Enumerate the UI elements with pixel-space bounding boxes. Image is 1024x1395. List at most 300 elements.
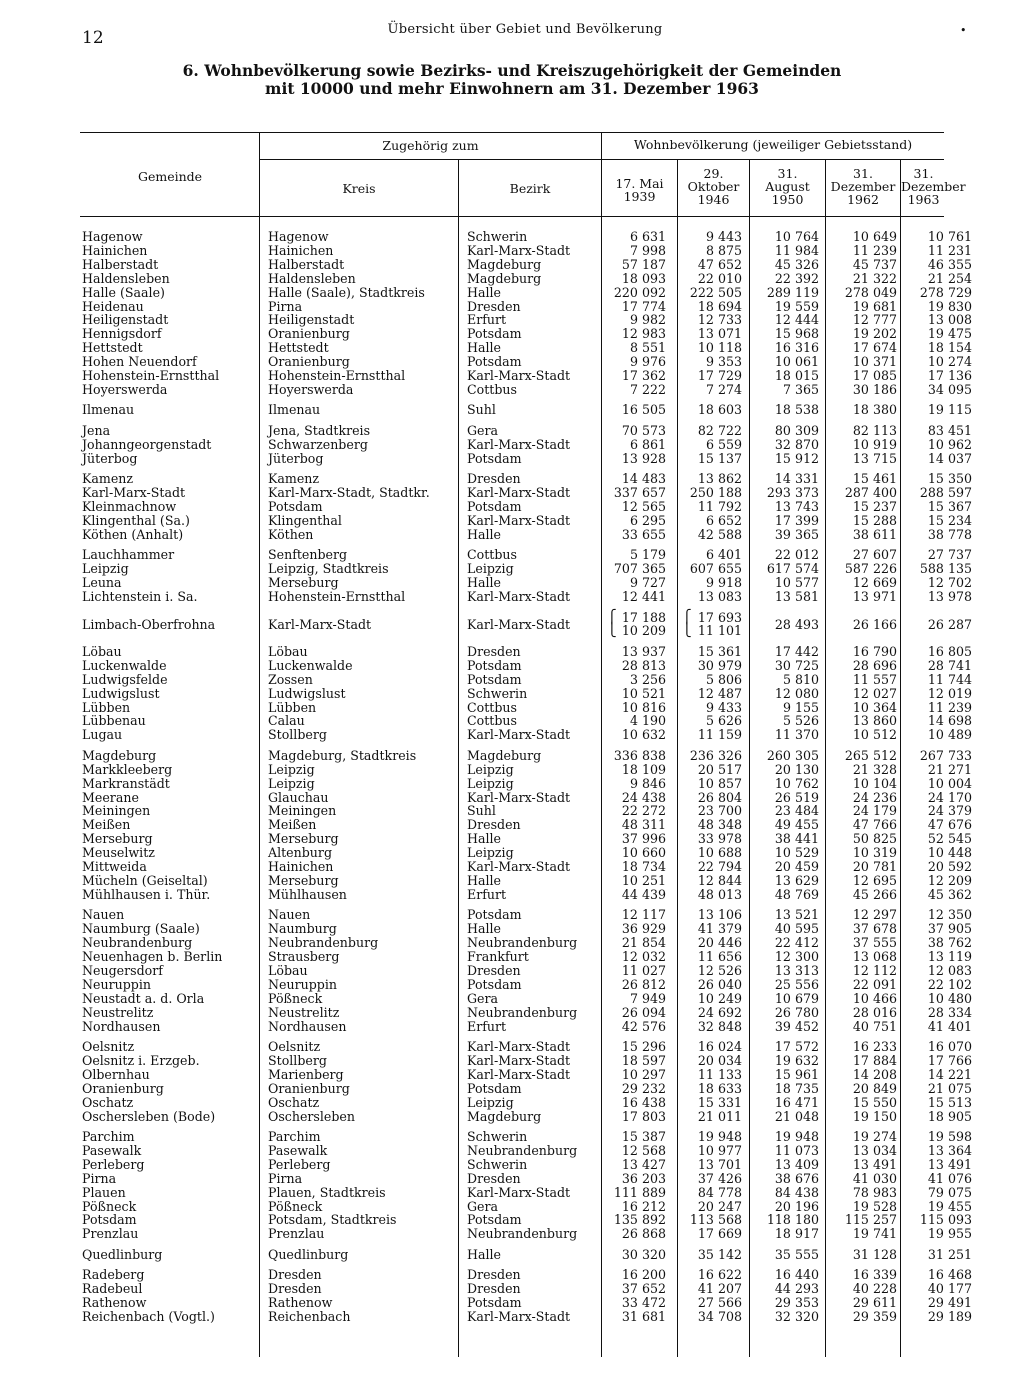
value-1963: 13 364 bbox=[927, 1142, 972, 1158]
value-1962: 27 607 bbox=[852, 547, 897, 563]
value-1939: 10 521 bbox=[621, 685, 666, 701]
page-number: 12 bbox=[82, 28, 104, 48]
brace-1946: ⎧ bbox=[682, 609, 692, 625]
gemeinde-cell: Kamenz bbox=[82, 471, 134, 487]
value-1946: 10 688 bbox=[697, 845, 742, 861]
value-1962: 18 380 bbox=[852, 402, 897, 418]
value-1939: 12 568 bbox=[621, 1142, 666, 1158]
gemeinde-cell: Kleinmachnow bbox=[82, 499, 177, 514]
kreis-cell: Potsdam bbox=[268, 499, 323, 514]
value-1950: 13 581 bbox=[774, 589, 819, 604]
kreis-cell: Naumburg bbox=[268, 921, 337, 937]
value-1962: 265 512 bbox=[844, 747, 897, 763]
value-1946: 42 588 bbox=[697, 526, 742, 542]
bezirk-cell: Gera bbox=[467, 990, 499, 1006]
value-1963: 13 119 bbox=[927, 949, 972, 964]
value-1939: 9 982 bbox=[629, 312, 666, 328]
gemeinde-cell: Hennigsdorf bbox=[82, 326, 162, 342]
value-1939: 11 027 bbox=[621, 962, 666, 978]
value-1939: 17 188 bbox=[621, 609, 666, 625]
bezirk-cell: Neubrandenburg bbox=[467, 1004, 578, 1020]
table-row bbox=[0, 714, 1024, 728]
value-1939: 30 320 bbox=[621, 1246, 666, 1262]
value-1963: 14 221 bbox=[927, 1066, 972, 1082]
gemeinde-cell: Meuselwitz bbox=[82, 845, 155, 861]
value-1963: 20 592 bbox=[927, 859, 972, 874]
value-1963: 28 741 bbox=[927, 657, 972, 673]
value-1939: 13 937 bbox=[621, 643, 666, 659]
value-1946: 20 034 bbox=[697, 1052, 742, 1068]
bezirk-cell: Dresden bbox=[467, 962, 521, 978]
value-1962: 13 715 bbox=[852, 450, 897, 466]
value-1962: 15 550 bbox=[852, 1094, 897, 1110]
value-1962: 13 068 bbox=[852, 949, 897, 964]
value-1946: 20 517 bbox=[697, 761, 742, 777]
value-1963: 29 189 bbox=[927, 1309, 972, 1324]
value-1950: 22 412 bbox=[774, 935, 819, 951]
value-1939: 28 813 bbox=[621, 657, 666, 673]
value-1963: 21 254 bbox=[927, 270, 972, 286]
value-1939: 36 929 bbox=[621, 921, 666, 937]
value-1946: 22 794 bbox=[697, 859, 742, 874]
value-1939: 48 311 bbox=[621, 817, 666, 833]
value-1963: 14 037 bbox=[927, 450, 972, 466]
bezirk-cell: Karl-Marx-Stadt bbox=[467, 789, 571, 805]
brace-1939: ⎩ bbox=[607, 623, 617, 639]
kreis-cell: Jena, Stadtkreis bbox=[268, 422, 371, 438]
header-kreis: Kreis bbox=[342, 181, 376, 196]
table-row bbox=[0, 1158, 1024, 1172]
value-1939: 37 652 bbox=[621, 1281, 666, 1297]
gemeinde-cell: Haldensleben bbox=[82, 270, 170, 286]
value-1939: 29 232 bbox=[621, 1080, 666, 1096]
table-row bbox=[0, 1040, 1024, 1054]
kreis-cell: Merseburg bbox=[268, 872, 339, 888]
bezirk-cell: Dresden bbox=[467, 471, 521, 487]
kreis-cell: Calau bbox=[268, 713, 305, 729]
bezirk-cell: Leipzig bbox=[467, 775, 514, 791]
value-1946: 607 655 bbox=[689, 561, 742, 577]
table-row bbox=[0, 514, 1024, 528]
value-1946: 18 633 bbox=[697, 1080, 742, 1096]
value-1950: 39 452 bbox=[774, 1018, 819, 1034]
value-1962: 13 491 bbox=[852, 1156, 897, 1172]
value-1962: 19 528 bbox=[852, 1198, 897, 1214]
gemeinde-cell: Lübben bbox=[82, 699, 131, 715]
value-1950: 15 968 bbox=[774, 326, 819, 342]
kreis-cell: Parchim bbox=[268, 1129, 321, 1144]
value-1939: 9 976 bbox=[629, 354, 666, 370]
value-1939: 12 032 bbox=[621, 949, 666, 964]
running-head: Übersicht über Gebiet und Bevölkerung bbox=[387, 22, 663, 37]
table-row bbox=[0, 1186, 1024, 1200]
value-1962: 19 741 bbox=[852, 1226, 897, 1242]
kreis-cell: Strausberg bbox=[268, 949, 340, 964]
kreis-cell: Plauen, Stadtkreis bbox=[268, 1184, 386, 1200]
value-1962: 28 016 bbox=[852, 1004, 897, 1020]
gemeinde-cell: Neuruppin bbox=[82, 976, 151, 992]
value-1962: 22 091 bbox=[852, 976, 897, 992]
value-1939: 16 212 bbox=[621, 1198, 666, 1214]
table-row bbox=[0, 1144, 1024, 1158]
table-row bbox=[0, 846, 1024, 860]
kreis-cell: Hagenow bbox=[268, 229, 329, 244]
value-1946: 30 979 bbox=[697, 657, 742, 673]
value-1963: 19 955 bbox=[927, 1226, 972, 1242]
kreis-cell: Oranienburg bbox=[268, 354, 350, 370]
value-1962: 37 678 bbox=[852, 921, 897, 937]
value-1950: 5 526 bbox=[782, 713, 819, 729]
bezirk-cell: Karl-Marx-Stadt bbox=[467, 589, 571, 604]
value-1939: 7 949 bbox=[629, 990, 666, 1006]
value-1950: 38 441 bbox=[774, 831, 819, 847]
value-1963: 28 334 bbox=[927, 1004, 972, 1020]
table-row bbox=[0, 624, 1024, 638]
bezirk-cell: Potsdam bbox=[467, 326, 522, 342]
value-1950: 19 559 bbox=[774, 298, 819, 314]
value-1939: 33 655 bbox=[621, 526, 666, 542]
value-1946: 16 024 bbox=[697, 1039, 742, 1054]
value-1946: 23 700 bbox=[697, 803, 742, 819]
table-row bbox=[0, 950, 1024, 964]
gemeinde-cell: Neustrelitz bbox=[82, 1004, 154, 1020]
header-date-1962: 31. Dezember 1962 bbox=[830, 166, 896, 207]
value-1963: 52 545 bbox=[927, 831, 972, 847]
value-1939: 24 438 bbox=[621, 789, 666, 805]
value-1950: 12 080 bbox=[774, 685, 819, 701]
value-1946: 24 692 bbox=[697, 1004, 742, 1020]
value-1939: 17 362 bbox=[621, 368, 666, 383]
bezirk-cell: Magdeburg bbox=[467, 747, 542, 763]
value-1962: 47 766 bbox=[852, 817, 897, 833]
bezirk-cell: Leipzig bbox=[467, 1094, 514, 1110]
value-1946: 9 433 bbox=[705, 699, 742, 715]
kreis-cell: Neuruppin bbox=[268, 976, 337, 992]
kreis-cell: Nauen bbox=[268, 907, 311, 923]
gemeinde-cell: Lauchhammer bbox=[82, 547, 175, 563]
value-1962: 12 112 bbox=[852, 962, 897, 978]
value-1939: 31 681 bbox=[621, 1309, 666, 1324]
gemeinde-cell: Lugau bbox=[82, 727, 123, 743]
gemeinde-cell: Pasewalk bbox=[82, 1142, 142, 1158]
value-1939: 44 439 bbox=[621, 886, 666, 902]
value-1939: 22 272 bbox=[621, 803, 666, 819]
value-1946: 250 188 bbox=[689, 485, 742, 501]
kreis-cell: Reichenbach bbox=[268, 1309, 351, 1324]
value-1950: 20 196 bbox=[774, 1198, 819, 1214]
bezirk-cell: Halle bbox=[467, 340, 501, 356]
bezirk-cell: Neubrandenburg bbox=[467, 935, 578, 951]
value-1939: 4 190 bbox=[629, 713, 666, 729]
value-1939: 12 441 bbox=[621, 589, 666, 604]
value-1950: 13 313 bbox=[774, 962, 819, 978]
value-1963: 13 008 bbox=[927, 312, 972, 328]
value-1939: 18 093 bbox=[621, 270, 666, 286]
value-1950: 18 735 bbox=[774, 1080, 819, 1096]
bezirk-cell: Halle bbox=[467, 284, 501, 300]
value-1963: 267 733 bbox=[919, 747, 972, 763]
bezirk-cell: Magdeburg bbox=[467, 1108, 542, 1124]
value-1950: 10 529 bbox=[774, 845, 819, 861]
table-row bbox=[0, 936, 1024, 950]
bezirk-cell: Karl-Marx-Stadt bbox=[467, 727, 571, 743]
value-1946: 21 011 bbox=[697, 1108, 742, 1124]
kreis-cell: Zossen bbox=[268, 671, 313, 687]
value-1962: 21 322 bbox=[852, 270, 897, 286]
value-1950: 49 455 bbox=[774, 817, 819, 833]
value-1963: 17 766 bbox=[927, 1052, 972, 1068]
kreis-cell: Dresden bbox=[268, 1267, 322, 1283]
value-1946: 26 040 bbox=[697, 976, 742, 992]
value-1963: 10 004 bbox=[927, 775, 972, 791]
kreis-cell: Nordhausen bbox=[268, 1018, 347, 1034]
value-1963: 16 468 bbox=[927, 1267, 972, 1283]
bezirk-cell: Schwerin bbox=[467, 685, 528, 701]
kreis-cell: Neubrandenburg bbox=[268, 935, 379, 951]
bezirk-cell: Dresden bbox=[467, 1281, 521, 1297]
bezirk-cell: Halle bbox=[467, 575, 501, 591]
value-1962: 14 208 bbox=[852, 1066, 897, 1082]
value-1963: 10 489 bbox=[927, 727, 972, 743]
value-1963: 38 762 bbox=[927, 935, 972, 951]
value-1950: 13 629 bbox=[774, 872, 819, 888]
kreis-cell: Köthen bbox=[268, 526, 314, 542]
gemeinde-cell: Oelsnitz i. Erzgeb. bbox=[82, 1052, 200, 1068]
value-1950: 15 912 bbox=[774, 450, 819, 466]
value-1946: 5 626 bbox=[705, 713, 742, 729]
value-1939: 707 365 bbox=[613, 561, 666, 577]
value-1962: 10 104 bbox=[852, 775, 897, 791]
value-1963: 83 451 bbox=[927, 422, 972, 438]
header-zugehoerig: Zugehörig zum bbox=[382, 138, 479, 153]
value-1963: 38 778 bbox=[927, 526, 972, 542]
value-1962: 12 669 bbox=[852, 575, 897, 591]
value-1963: 45 362 bbox=[927, 886, 972, 902]
table-row bbox=[0, 1172, 1024, 1186]
table-row bbox=[0, 327, 1024, 341]
value-1946: 32 848 bbox=[697, 1018, 742, 1034]
bezirk-cell: Leipzig bbox=[467, 561, 514, 577]
bezirk-cell: Karl-Marx-Stadt bbox=[467, 485, 571, 501]
value-1939: 12 117 bbox=[621, 907, 666, 923]
kreis-cell: Klingenthal bbox=[268, 512, 342, 528]
value-1946: 15 361 bbox=[697, 643, 742, 659]
table-row bbox=[0, 749, 1024, 763]
value-1963: 12 350 bbox=[927, 907, 972, 923]
gemeinde-cell: Markkleeberg bbox=[82, 761, 173, 777]
value-1963: 19 598 bbox=[927, 1129, 972, 1144]
value-1950: 10 061 bbox=[774, 354, 819, 370]
gemeinde-cell: Perleberg bbox=[82, 1156, 145, 1172]
bezirk-cell: Potsdam bbox=[467, 1295, 522, 1311]
value-1939: 6 631 bbox=[629, 229, 666, 244]
kreis-cell: Haldensleben bbox=[268, 270, 356, 286]
table-row bbox=[0, 1213, 1024, 1227]
kreis-cell: Oelsnitz bbox=[268, 1039, 321, 1054]
value-1946: 9 443 bbox=[705, 229, 742, 244]
bezirk-cell: Cottbus bbox=[467, 547, 517, 563]
value-1950: 15 961 bbox=[774, 1066, 819, 1082]
table-row bbox=[0, 860, 1024, 874]
bezirk-cell: Potsdam bbox=[467, 657, 522, 673]
table-row bbox=[0, 500, 1024, 514]
bezirk-cell: Schwerin bbox=[467, 229, 528, 244]
value-1939: 36 203 bbox=[621, 1170, 666, 1186]
value-1939: 7 222 bbox=[629, 381, 666, 397]
value-1963: 46 355 bbox=[927, 256, 972, 272]
gemeinde-cell: Klingenthal (Sa.) bbox=[82, 512, 190, 528]
gemeinde-cell: Potsdam bbox=[82, 1212, 137, 1228]
value-1962: 78 983 bbox=[852, 1184, 897, 1200]
value-1950: 9 155 bbox=[782, 699, 819, 715]
value-1962: 82 113 bbox=[852, 422, 897, 438]
gemeinde-cell: Meerane bbox=[82, 789, 139, 805]
value-1950: 40 595 bbox=[774, 921, 819, 937]
value-1962: 587 226 bbox=[844, 561, 897, 577]
bezirk-cell: Neubrandenburg bbox=[467, 1142, 578, 1158]
kreis-cell: Löbau bbox=[268, 643, 308, 659]
kreis-cell: Oranienburg bbox=[268, 1080, 350, 1096]
value-1962: 20 781 bbox=[852, 859, 897, 874]
value-1946: 41 379 bbox=[697, 921, 742, 937]
value-1950: 30 725 bbox=[774, 657, 819, 673]
value-1946: 18 603 bbox=[697, 402, 742, 418]
table-row bbox=[0, 472, 1024, 486]
kreis-cell: Magdeburg, Stadtkreis bbox=[268, 747, 417, 763]
value-1939: 8 551 bbox=[629, 340, 666, 356]
bezirk-cell: Cottbus bbox=[467, 713, 517, 729]
value-1962: 10 319 bbox=[852, 845, 897, 861]
kreis-cell: Hainichen bbox=[268, 242, 334, 258]
value-1939: 14 483 bbox=[621, 471, 666, 487]
gemeinde-cell: Limbach-Oberfrohna bbox=[82, 616, 216, 632]
gemeinde-cell: Nauen bbox=[82, 907, 125, 923]
header-date-1946: 29. Oktober 1946 bbox=[687, 166, 740, 207]
value-1963: 15 513 bbox=[927, 1094, 972, 1110]
header-bezirk: Bezirk bbox=[509, 181, 551, 196]
value-1946: 26 804 bbox=[697, 789, 742, 805]
value-1946: 22 010 bbox=[697, 270, 742, 286]
value-1963: 10 480 bbox=[927, 990, 972, 1006]
value-1946: 11 159 bbox=[697, 727, 742, 743]
value-1950: 21 048 bbox=[774, 1108, 819, 1124]
table-row bbox=[0, 272, 1024, 286]
value-1950: 19 632 bbox=[774, 1052, 819, 1068]
value-1950: 16 316 bbox=[774, 340, 819, 356]
gemeinde-cell: Pößneck bbox=[82, 1198, 137, 1214]
value-1963: 11 231 bbox=[927, 242, 972, 258]
value-1963: 15 234 bbox=[927, 512, 972, 528]
value-1950: 13 521 bbox=[774, 907, 819, 923]
table-row bbox=[0, 1054, 1024, 1068]
table-row bbox=[0, 438, 1024, 452]
table-row bbox=[0, 908, 1024, 922]
value-1962: 15 288 bbox=[852, 512, 897, 528]
table-row bbox=[0, 1020, 1024, 1034]
value-1939: 9 846 bbox=[629, 775, 666, 791]
bezirk-cell: Dresden bbox=[467, 1170, 521, 1186]
value-1939: 6 295 bbox=[629, 512, 666, 528]
kreis-cell: Potsdam, Stadtkreis bbox=[268, 1212, 397, 1228]
table-row bbox=[0, 1310, 1024, 1324]
header-top-rule bbox=[80, 132, 944, 133]
bezirk-cell: Erfurt bbox=[467, 1018, 507, 1034]
bezirk-cell: Magdeburg bbox=[467, 270, 542, 286]
value-1946: 48 013 bbox=[697, 886, 742, 902]
value-1963: 41 076 bbox=[927, 1170, 972, 1186]
gemeinde-cell: Oschatz bbox=[82, 1094, 134, 1110]
value-1939: 57 187 bbox=[621, 256, 666, 272]
table-row bbox=[0, 1227, 1024, 1241]
value-1962: 12 297 bbox=[852, 907, 897, 923]
value-1939: 16 505 bbox=[621, 402, 666, 418]
gemeinde-cell: Ludwigslust bbox=[82, 685, 160, 701]
bezirk-cell: Dresden bbox=[467, 298, 521, 314]
value-1963: 41 401 bbox=[927, 1018, 972, 1034]
kreis-cell: Leipzig, Stadtkreis bbox=[268, 561, 389, 577]
table-row bbox=[0, 804, 1024, 818]
value-1962: 13 034 bbox=[852, 1142, 897, 1158]
value-1939: 17 803 bbox=[621, 1108, 666, 1124]
header-date-1950: 31. August 1950 bbox=[765, 166, 810, 207]
value-1950: 17 399 bbox=[774, 512, 819, 528]
value-1946: 13 083 bbox=[697, 589, 742, 604]
kreis-cell: Merseburg bbox=[268, 831, 339, 847]
value-1939: 37 996 bbox=[621, 831, 666, 847]
value-1939: 15 387 bbox=[621, 1129, 666, 1144]
value-1950: 23 484 bbox=[774, 803, 819, 819]
bezirk-cell: Erfurt bbox=[467, 312, 507, 328]
gemeinde-cell: Radeberg bbox=[82, 1267, 145, 1283]
value-1962: 10 649 bbox=[852, 229, 897, 244]
value-1963: 37 905 bbox=[927, 921, 972, 937]
gemeinde-cell: Hoyerswerda bbox=[82, 381, 168, 397]
kreis-cell: Luckenwalde bbox=[268, 657, 353, 673]
value-1946: 5 806 bbox=[705, 671, 742, 687]
bezirk-cell: Karl-Marx-Stadt bbox=[467, 1184, 571, 1200]
value-1963: 10 448 bbox=[927, 845, 972, 861]
kreis-cell: Hoyerswerda bbox=[268, 381, 354, 397]
kreis-cell: Karl-Marx-Stadt, Stadtkr. bbox=[268, 485, 430, 501]
gemeinde-cell: Heiligenstadt bbox=[82, 312, 169, 328]
table-row bbox=[0, 1248, 1024, 1262]
value-1950: 48 769 bbox=[774, 886, 819, 902]
value-1962: 278 049 bbox=[844, 284, 897, 300]
table-row bbox=[0, 369, 1024, 383]
gemeinde-cell: Meiningen bbox=[82, 803, 151, 819]
value-1939: 16 438 bbox=[621, 1094, 666, 1110]
table-row bbox=[0, 313, 1024, 327]
value-1950: 13 743 bbox=[774, 499, 819, 514]
value-1946: 17 693 bbox=[697, 609, 742, 625]
value-1963: 15 367 bbox=[927, 499, 972, 514]
value-1962: 21 328 bbox=[852, 761, 897, 777]
value-1946: 11 133 bbox=[697, 1066, 742, 1082]
kreis-cell: Leipzig bbox=[268, 775, 315, 791]
value-1939: 42 576 bbox=[621, 1018, 666, 1034]
gemeinde-cell: Ludwigsfelde bbox=[82, 671, 168, 687]
gemeinde-cell: Ilmenau bbox=[82, 402, 135, 418]
value-1962: 29 359 bbox=[852, 1309, 897, 1324]
value-1946: 9 918 bbox=[705, 575, 742, 591]
value-1950: 29 353 bbox=[774, 1295, 819, 1311]
table-row bbox=[0, 673, 1024, 687]
value-1950: 12 300 bbox=[774, 949, 819, 964]
value-1962: 29 611 bbox=[852, 1295, 897, 1311]
kreis-cell: Merseburg bbox=[268, 575, 339, 591]
value-1946: 10 249 bbox=[697, 990, 742, 1006]
value-1963: 12 019 bbox=[927, 685, 972, 701]
